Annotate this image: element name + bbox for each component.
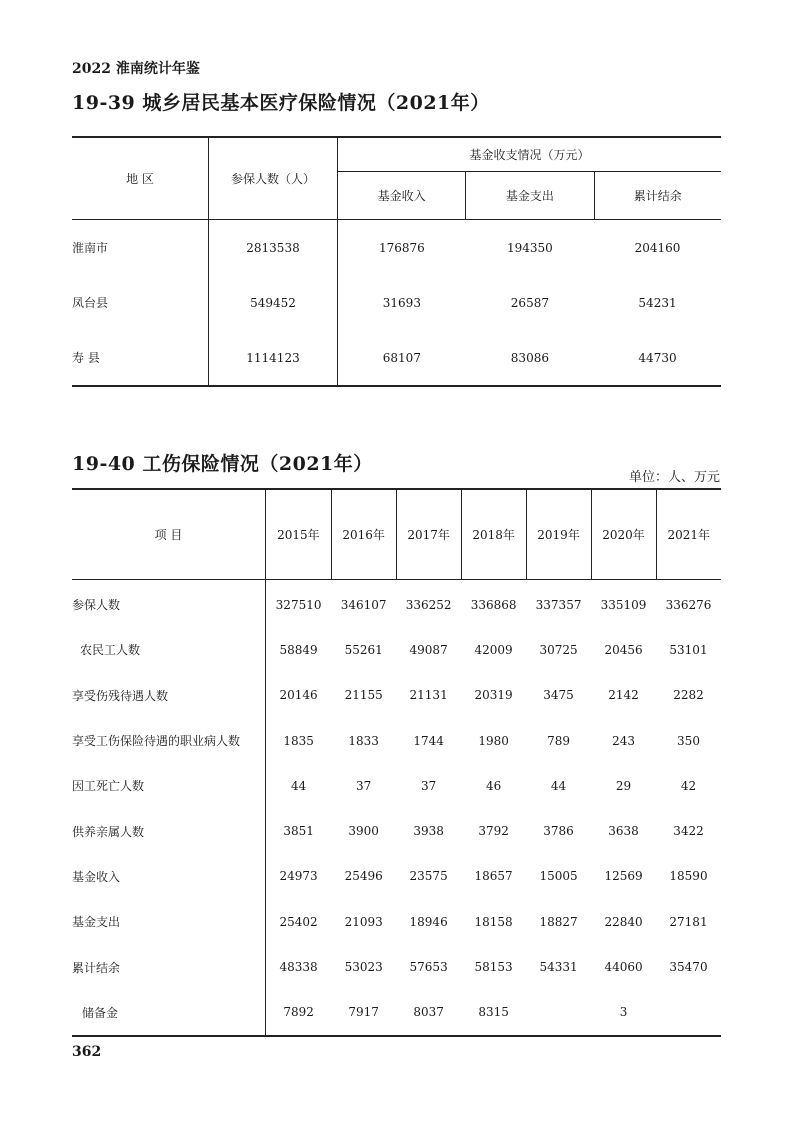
- table-row: [72, 944, 721, 989]
- cell-value: 2282: [673, 688, 704, 703]
- cell-value: 7892: [283, 1005, 314, 1020]
- cell-value: 3938: [413, 824, 444, 839]
- table-row: [72, 580, 721, 628]
- cell-value: 49087: [409, 642, 448, 657]
- cell-value: 336252: [405, 597, 452, 612]
- header-year: 2021年: [656, 489, 721, 580]
- cell-value: 3786: [543, 824, 574, 839]
- header-item: 项 目: [72, 489, 266, 580]
- cell-value: 12569: [604, 869, 643, 884]
- row-label: 淮南市: [72, 220, 209, 276]
- cell-value: [656, 990, 721, 1036]
- cell-value: 58849: [279, 642, 318, 657]
- injury-insurance-table: [72, 488, 721, 1037]
- cell-value: 53101: [669, 642, 708, 657]
- cell-value: 336868: [470, 597, 517, 612]
- cell-balance: 204160: [634, 240, 681, 255]
- cell-income: 68107: [382, 350, 421, 365]
- medical-insurance-table: [72, 136, 721, 387]
- header-region: 地 区: [72, 137, 209, 220]
- cell-value: 25496: [344, 869, 383, 884]
- cell-insured: 1114123: [209, 330, 338, 386]
- cell-value: 2142: [608, 688, 639, 703]
- cell-value: 20456: [604, 642, 643, 657]
- cell-value: 7917: [348, 1005, 379, 1020]
- cell-value: 21155: [344, 688, 383, 703]
- row-label: 基金收入: [72, 854, 266, 899]
- table-row: [72, 808, 721, 853]
- cell-value: 18946: [409, 914, 448, 929]
- cell-value: 346107: [340, 597, 387, 612]
- table-row: [72, 627, 721, 672]
- cell-income: 31693: [382, 295, 421, 310]
- row-label: 因工死亡人数: [72, 763, 266, 808]
- cell-value: 1744: [413, 733, 444, 748]
- table-row: [72, 854, 721, 899]
- cell-insured: 549452: [209, 275, 338, 330]
- cell-value: 3: [619, 1005, 628, 1020]
- header-fund-group: 基金收支情况（万元）: [338, 137, 722, 172]
- cell-value: 44: [290, 778, 307, 793]
- table-row: [72, 763, 721, 808]
- cell-value: 350: [677, 733, 700, 748]
- table2-title: 19-40 工伤保险情况（2021年）: [72, 453, 373, 475]
- cell-balance: 54231: [638, 295, 677, 310]
- cell-value: 37: [420, 778, 437, 793]
- cell-value: 54331: [539, 960, 578, 975]
- cell-expense: 194350: [506, 240, 553, 255]
- cell-value: 37: [356, 778, 372, 793]
- cell-expense: 26587: [510, 295, 549, 310]
- cell-value: 335109: [600, 597, 647, 612]
- row-label: 供养亲属人数: [72, 808, 266, 853]
- cell-value: 53023: [344, 960, 383, 975]
- cell-value: 35470: [669, 960, 708, 975]
- cell-value: 42: [680, 778, 697, 793]
- cell-value: 30725: [539, 642, 578, 657]
- cell-value: 20319: [474, 688, 513, 703]
- cell-value: 789: [547, 733, 571, 748]
- cell-value: 3792: [478, 824, 509, 839]
- cell-value: 20146: [279, 688, 318, 703]
- header-year: 2015年: [266, 489, 332, 580]
- header-income: 基金收入: [338, 172, 466, 220]
- row-label: 储备金: [72, 990, 266, 1036]
- table-row: [72, 899, 721, 944]
- cell-value: 3851: [283, 824, 314, 839]
- cell-balance: 44730: [638, 350, 677, 365]
- row-label: 农民工人数: [72, 627, 266, 672]
- cell-value: 18158: [474, 914, 513, 929]
- cell-value: 1980: [478, 733, 509, 748]
- cell-value: 8315: [478, 1005, 509, 1020]
- cell-value: 58153: [474, 960, 513, 975]
- cell-value: 24973: [279, 869, 318, 884]
- row-label: 凤台县: [72, 275, 209, 330]
- cell-value: 336276: [665, 597, 712, 612]
- cell-value: 3900: [348, 824, 379, 839]
- table1-title: 19-39 城乡居民基本医疗保险情况（2021年）: [72, 92, 490, 114]
- cell-value: 44060: [604, 960, 643, 975]
- cell-value: 57653: [409, 960, 448, 975]
- cell-value: 25402: [279, 914, 318, 929]
- header-year: 2020年: [591, 489, 656, 580]
- cell-value: 22840: [604, 914, 643, 929]
- cell-value: 3422: [673, 824, 704, 839]
- table-row: [72, 275, 721, 330]
- row-label: 基金支出: [72, 899, 266, 944]
- cell-value: 23575: [409, 869, 448, 884]
- header-insured: 参保人数（人）: [209, 137, 338, 220]
- cell-value: 18827: [539, 914, 578, 929]
- cell-value: 337357: [535, 597, 582, 612]
- cell-value: 46: [485, 778, 502, 793]
- cell-value: [526, 990, 591, 1036]
- running-header: 2022 淮南统计年鉴: [72, 61, 200, 77]
- cell-value: 1835: [283, 733, 314, 748]
- row-label: 享受工伤保险待遇的职业病人数: [72, 718, 266, 763]
- cell-value: 55261: [344, 642, 383, 657]
- table-row: [72, 330, 721, 386]
- table-row: [72, 990, 721, 1036]
- table-row: [72, 673, 721, 718]
- table-row: [72, 220, 721, 276]
- row-label: 累计结余: [72, 944, 266, 989]
- cell-insured: 2813538: [209, 220, 338, 276]
- cell-value: 1833: [348, 733, 379, 748]
- cell-value: 21131: [409, 688, 448, 703]
- cell-value: 27181: [669, 914, 708, 929]
- table-row: [72, 718, 721, 763]
- cell-expense: 83086: [510, 350, 549, 365]
- cell-value: 21093: [344, 914, 383, 929]
- cell-income: 176876: [378, 240, 425, 255]
- cell-value: 44: [550, 778, 567, 793]
- header-year: 2016年: [331, 489, 396, 580]
- header-year: 2017年: [396, 489, 461, 580]
- cell-value: 48338: [279, 960, 318, 975]
- cell-value: 3475: [543, 688, 574, 703]
- cell-value: 15005: [539, 869, 578, 884]
- header-expense: 基金支出: [466, 172, 594, 220]
- cell-value: 3638: [608, 824, 639, 839]
- cell-value: 18657: [474, 869, 513, 884]
- page-number: 362: [72, 1044, 102, 1060]
- unit-label: 单位：人、万元: [628, 470, 720, 485]
- row-label: 享受伤残待遇人数: [72, 673, 266, 718]
- cell-value: 243: [612, 733, 635, 748]
- cell-value: 327510: [275, 597, 322, 612]
- header-year: 2019年: [526, 489, 591, 580]
- cell-value: 8037: [413, 1005, 444, 1020]
- row-label: 参保人数: [72, 580, 266, 628]
- cell-value: 42009: [474, 642, 513, 657]
- header-year: 2018年: [461, 489, 526, 580]
- header-balance: 累计结余: [594, 172, 721, 220]
- cell-value: 29: [615, 778, 632, 793]
- row-label: 寿 县: [72, 330, 209, 386]
- cell-value: 18590: [669, 869, 708, 884]
